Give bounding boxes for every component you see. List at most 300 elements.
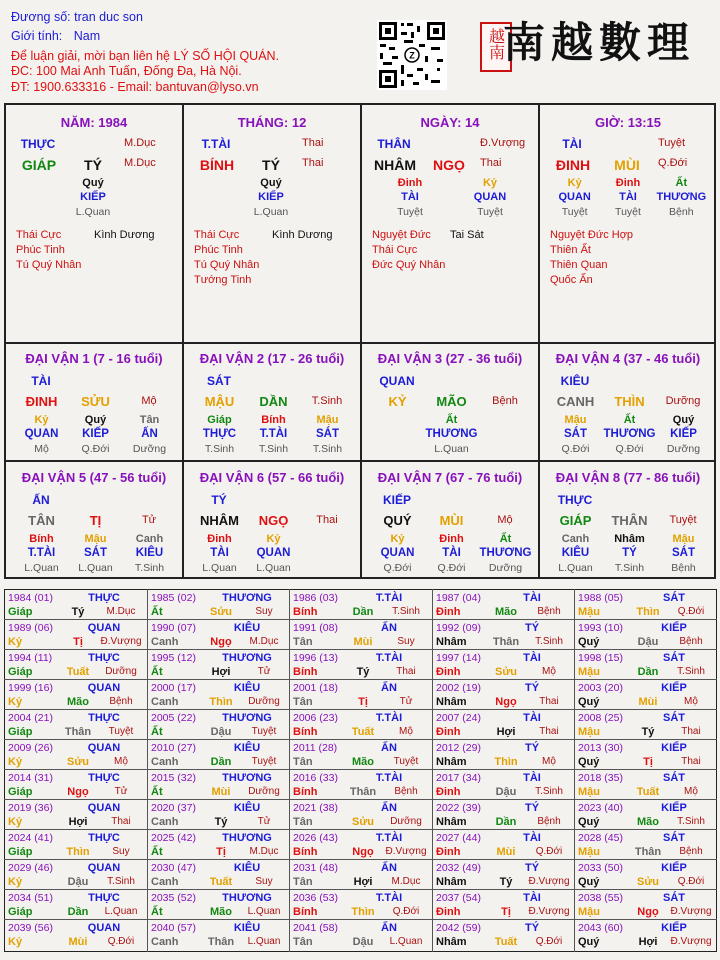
annual-stem: Canh <box>151 816 179 828</box>
annual-state: Mộ <box>542 666 556 677</box>
annual-branch: Dần <box>67 906 89 918</box>
annual-year: 1985 (02) <box>151 592 196 604</box>
annual-stem: Quý <box>578 816 600 828</box>
annual-ten-god: SÁT <box>663 652 685 664</box>
annual-state: L.Quan <box>247 936 281 947</box>
daivan-ten-god: KIẾP <box>382 493 411 507</box>
pillar-branch-state: M.Dục <box>124 157 156 169</box>
annual-state: T.Sinh <box>535 636 563 647</box>
contact-line: Để luận giải, mời bạn liên hệ LÝ SỐ HỘI QUÁN. <box>11 49 280 63</box>
hidden-stem: Quý <box>82 177 104 189</box>
annual-branch: Hợi <box>68 816 88 828</box>
annual-year: 2011 (28) <box>293 742 338 754</box>
annual-state: Suy <box>112 846 130 857</box>
annual-stem: Ất <box>151 846 163 858</box>
daivan-title: ĐẠI VẬN 3 (27 - 36 tuổi) <box>377 351 523 366</box>
annual-year: 2020 (37) <box>151 802 196 814</box>
daivan-hidden-state: L.Quan <box>202 562 237 574</box>
annual-ten-god: THƯƠNG <box>222 892 272 904</box>
daivan-hidden-state: L.Quan <box>24 562 59 574</box>
daivan-hidden-god: TÀI <box>210 547 229 559</box>
annual-state: Đ.Vượng <box>100 636 142 647</box>
daivan-hidden-god: SÁT <box>564 428 587 440</box>
annual-stem: Canh <box>151 936 179 948</box>
annual-branch: Dần <box>637 666 659 678</box>
chart-frame <box>4 103 716 579</box>
star-item: Phúc Tinh <box>194 244 243 256</box>
annual-ten-god: QUAN <box>87 742 121 754</box>
pillar-branch-state: Thai <box>302 157 324 169</box>
annual-ten-god: KIẾP <box>661 922 687 934</box>
annual-ten-god: QUAN <box>87 862 121 874</box>
annual-year: 2000 (17) <box>151 682 196 694</box>
annual-stem: Giáp <box>8 606 33 618</box>
daivan-hidden-god: THỰC <box>202 428 237 440</box>
annual-ten-god: TÀI <box>523 772 541 784</box>
daivan-hidden-god: QUAN <box>380 547 415 559</box>
daivan-hidden-stem: Kỷ <box>390 533 405 545</box>
annual-year: 2041 (58) <box>293 922 338 934</box>
annual-branch: Tý <box>641 726 655 738</box>
owner-name: tran duc son <box>74 10 143 24</box>
daivan-state: Thai <box>316 514 338 526</box>
annual-state: Thai <box>681 756 701 767</box>
annual-year: 2032 (49) <box>436 862 481 874</box>
annual-state: Mộ <box>542 756 556 767</box>
annual-branch: Thân <box>634 846 662 858</box>
annual-ten-god: T.TÀI <box>375 832 403 844</box>
annual-state: Bệnh <box>679 846 703 857</box>
annual-state: M.Dục <box>249 846 279 857</box>
annual-branch: Mão <box>352 756 374 768</box>
annual-stem: Bính <box>293 606 318 618</box>
star-right: Kình Dương <box>272 229 333 241</box>
star-item: Thiên Quan <box>550 259 608 271</box>
annual-state: Bệnh <box>109 696 133 707</box>
hidden-stem: Đinh <box>615 177 641 189</box>
annual-stem: Quý <box>578 696 600 708</box>
annual-year: 2024 (41) <box>8 832 53 844</box>
annual-state: Q.Đới <box>535 846 563 857</box>
annual-branch: Hợi <box>496 726 516 738</box>
annual-ten-god: ẤN <box>381 682 397 694</box>
star-item: Thái Cực <box>194 229 240 241</box>
daivan-stem: TÂN <box>28 513 55 528</box>
daivan-ten-god: THỰC <box>557 493 593 507</box>
annual-ten-god: QUAN <box>87 802 121 814</box>
annual-ten-god: KIẾP <box>661 742 687 754</box>
daivan-stem: KỶ <box>388 394 407 409</box>
daivan-hidden-state: T.Sinh <box>312 443 343 455</box>
daivan-hidden-god: ẤN <box>141 428 158 440</box>
hidden-ten-god: KIẾP <box>80 191 106 203</box>
daivan-hidden-stem: Ất <box>623 414 636 426</box>
annual-branch: Hợi <box>353 876 373 888</box>
annual-branch: Tị <box>643 756 653 768</box>
annual-ten-god: KIÊU <box>233 802 261 814</box>
daivan-ten-god: TÀI <box>31 374 51 388</box>
annual-ten-god: QUAN <box>87 682 121 694</box>
annual-year: 2043 (60) <box>578 922 623 934</box>
annual-ten-god: SÁT <box>663 712 685 724</box>
daivan-hidden-stem: Ất <box>499 533 512 545</box>
annual-stem: Đinh <box>436 786 461 798</box>
annual-ten-god: THƯƠNG <box>222 592 272 604</box>
annual-ten-god: TÝ <box>524 682 540 694</box>
annual-state: Dưỡng <box>248 786 280 797</box>
hidden-state: Tuyệt <box>397 206 423 218</box>
hidden-ten-god: TÀI <box>619 191 637 203</box>
daivan-hidden-state: Q.Đới <box>383 562 412 574</box>
annual-branch: Thìn <box>209 696 233 708</box>
qr-code-icon[interactable] <box>377 20 447 90</box>
annual-ten-god: TÀI <box>523 652 541 664</box>
annual-year: 2035 (52) <box>151 892 196 904</box>
annual-state: Bệnh <box>537 606 561 617</box>
annual-branch: Tý <box>356 666 370 678</box>
annual-year: 2031 (48) <box>293 862 338 874</box>
daivan-hidden-god: KIẾP <box>82 428 109 440</box>
annual-year: 2002 (19) <box>436 682 481 694</box>
annual-stem: Đinh <box>436 666 461 678</box>
annual-stem: Canh <box>151 636 179 648</box>
hidden-state: L.Quan <box>253 206 289 218</box>
daivan-ten-god: ẤN <box>32 493 50 507</box>
annual-ten-god: THƯƠNG <box>222 772 272 784</box>
annual-stem: Quý <box>578 936 600 948</box>
annual-ten-god: TÀI <box>523 592 541 604</box>
annual-state: Thai <box>539 726 559 737</box>
pillar-heavenly-stem: NHÂM <box>374 157 416 173</box>
star-item: Tướng Tinh <box>194 274 252 286</box>
annual-year: 1992 (09) <box>436 622 481 634</box>
daivan-hidden-god: THƯƠNG <box>479 547 532 559</box>
daivan-hidden-stem: Quý <box>672 414 695 426</box>
annual-ten-god: THỰC <box>88 892 120 904</box>
annual-year: 1988 (05) <box>578 592 623 604</box>
daivan-title: ĐẠI VẬN 8 (77 - 86 tuổi) <box>555 470 701 485</box>
annual-ten-god: KIẾP <box>661 622 687 634</box>
daivan-hidden-stem: Bính <box>261 414 286 426</box>
annual-state: Dưỡng <box>390 816 422 827</box>
annual-state: Dưỡng <box>105 666 137 677</box>
annual-year: 1998 (15) <box>578 652 623 664</box>
annual-stem: Canh <box>151 696 179 708</box>
daivan-hidden-stem: Kỷ <box>34 414 49 426</box>
phone-email-line[interactable]: ĐT: 1900.633316 - Email: bantuvan@lyso.vn <box>11 80 259 94</box>
annual-stem: Nhâm <box>436 756 467 768</box>
daivan-hidden-state: L.Quan <box>78 562 113 574</box>
daivan-branch: TỊ <box>89 513 102 528</box>
logo-text: 南越數理 <box>503 18 696 67</box>
daivan-hidden-state: L.Quan <box>256 562 291 574</box>
annual-year: 2009 (26) <box>8 742 53 754</box>
daivan-hidden-stem: Mậu <box>316 414 339 426</box>
annual-branch: Hợi <box>638 936 658 948</box>
annual-stem: Canh <box>151 756 179 768</box>
annual-year: 1984 (01) <box>8 592 53 604</box>
daivan-hidden-state: Q.Đới <box>615 443 644 455</box>
annual-branch: Mùi <box>353 636 373 648</box>
annual-state: T.Sinh <box>535 786 563 797</box>
daivan-title: ĐẠI VẬN 4 (37 - 46 tuổi) <box>555 351 701 366</box>
annual-branch: Thân <box>207 936 235 948</box>
annual-year: 2028 (45) <box>578 832 623 844</box>
annual-year: 2001 (18) <box>293 682 338 694</box>
daivan-hidden-stem: Mậu <box>84 533 107 545</box>
annual-branch: Dậu <box>637 636 659 648</box>
star-item: Tú Quý Nhân <box>194 259 260 271</box>
pillar-heavenly-stem: ĐINH <box>555 157 591 173</box>
annual-stem: Bính <box>293 846 318 858</box>
annual-branch: Dậu <box>67 876 89 888</box>
annual-ten-god: TÀI <box>523 712 541 724</box>
annual-ten-god: KIẾP <box>661 682 687 694</box>
annual-ten-god: QUAN <box>87 622 121 634</box>
annual-year: 2021 (38) <box>293 802 338 814</box>
daivan-hidden-stem: Canh <box>561 533 590 545</box>
annual-stem: Tân <box>293 816 313 828</box>
pillar-earthly-branch: TÝ <box>84 157 102 173</box>
annual-stem: Giáp <box>8 846 33 858</box>
annual-year: 2017 (34) <box>436 772 481 784</box>
daivan-hidden-state: T.Sinh <box>204 443 235 455</box>
annual-state: Đ.Vượng <box>385 846 427 857</box>
annual-stem: Canh <box>151 876 179 888</box>
annual-year: 2004 (21) <box>8 712 53 724</box>
annual-year: 2040 (57) <box>151 922 196 934</box>
annual-branch: Mùi <box>638 696 658 708</box>
daivan-hidden-god: T.TÀI <box>27 547 56 559</box>
annual-ten-god: THỰC <box>88 772 120 784</box>
pillar-ten-god: THỰC <box>20 137 56 151</box>
annual-state: T.Sinh <box>677 816 705 827</box>
star-item: Nguyệt Đức Hợp <box>550 229 634 241</box>
annual-state: Suy <box>397 636 415 647</box>
daivan-hidden-state: Q.Đới <box>81 443 110 455</box>
annual-year: 1986 (03) <box>293 592 338 604</box>
annual-state: L.Quan <box>247 906 281 917</box>
annual-stem: Nhâm <box>436 876 467 888</box>
annual-state: Mộ <box>684 696 698 707</box>
annual-ten-god: KIẾP <box>661 802 687 814</box>
annual-branch: Thìn <box>494 756 518 768</box>
annual-state: T.Sinh <box>107 876 135 887</box>
annual-stem: Kỷ <box>8 816 23 828</box>
daivan-state: Tuyệt <box>669 514 697 526</box>
daivan-title: ĐẠI VẬN 7 (67 - 76 tuổi) <box>377 470 523 485</box>
annual-year: 2012 (29) <box>436 742 481 754</box>
annual-ten-god: KIÊU <box>233 622 261 634</box>
annual-year: 1993 (10) <box>578 622 623 634</box>
annual-state: Đ.Vượng <box>528 906 570 917</box>
annual-stem: Đinh <box>436 726 461 738</box>
star-item: Thái Cực <box>16 229 62 241</box>
annual-branch: Tý <box>214 816 228 828</box>
annual-year: 2007 (24) <box>436 712 481 724</box>
annual-year: 1994 (11) <box>8 652 53 664</box>
annual-year: 2013 (30) <box>578 742 623 754</box>
hidden-stem: Quý <box>260 177 282 189</box>
annual-ten-god: KIÊU <box>233 922 261 934</box>
annual-state: M.Dục <box>391 876 421 887</box>
annual-ten-god: T.TÀI <box>375 592 403 604</box>
daivan-hidden-stem: Nhâm <box>614 533 645 545</box>
daivan-hidden-state: T.Sinh <box>614 562 645 574</box>
annual-year: 2014 (31) <box>8 772 53 784</box>
annual-state: Mộ <box>684 786 698 797</box>
annual-year: 2025 (42) <box>151 832 196 844</box>
daivan-title: ĐẠI VẬN 2 (17 - 26 tuổi) <box>199 351 345 366</box>
daivan-hidden-god: KIÊU <box>561 547 590 559</box>
daivan-state: Mộ <box>141 395 157 407</box>
annual-year: 2006 (23) <box>293 712 338 724</box>
daivan-branch: SỬU <box>81 394 110 409</box>
annual-state: Thai <box>396 666 416 677</box>
daivan-hidden-stem: Tân <box>139 414 160 426</box>
annual-branch: Mùi <box>211 786 231 798</box>
annual-stem: Nhâm <box>436 636 467 648</box>
annual-branch: Thìn <box>636 606 660 618</box>
annual-branch: Sửu <box>66 756 90 768</box>
annual-year: 2027 (44) <box>436 832 481 844</box>
pillar-heavenly-stem: BÍNH <box>199 157 235 173</box>
seal-text: 越南 <box>486 28 506 60</box>
annual-stem: Kỷ <box>8 696 23 708</box>
annual-stem: Tân <box>293 636 313 648</box>
annual-branch: Mùi <box>68 936 88 948</box>
annual-state: Q.Đới <box>535 936 563 947</box>
star-right: Kình Dương <box>94 229 155 241</box>
annual-ten-god: SÁT <box>663 892 685 904</box>
annual-state: Bệnh <box>537 816 561 827</box>
daivan-hidden-state: L.Quan <box>434 443 469 455</box>
annual-ten-god: TÝ <box>524 862 540 874</box>
daivan-ten-god: TÝ <box>211 493 227 507</box>
gender-label: Giới tính: <box>11 29 63 43</box>
daivan-title: ĐẠI VẬN 6 (57 - 66 tuổi) <box>199 470 345 485</box>
hidden-state: Bệnh <box>669 206 694 218</box>
annual-state: Đ.Vượng <box>670 936 712 947</box>
annual-state: Bệnh <box>394 786 418 797</box>
annual-year: 1997 (14) <box>436 652 481 664</box>
daivan-hidden-stem: Mậu <box>564 414 587 426</box>
annual-branch: Ngọ <box>495 696 517 708</box>
annual-year: 2003 (20) <box>578 682 623 694</box>
owner-label: Đương số: <box>11 10 71 24</box>
annual-year: 2005 (22) <box>151 712 196 724</box>
annual-branch: Ngọ <box>637 906 659 918</box>
annual-branch: Dậu <box>210 726 232 738</box>
annual-branch: Tị <box>358 696 368 708</box>
daivan-stem: QUÝ <box>383 513 412 528</box>
daivan-state: T.Sinh <box>311 395 343 407</box>
annual-branch: Tuất <box>351 726 375 738</box>
annual-ten-god: THỰC <box>88 712 120 724</box>
annual-ten-god: TÝ <box>524 622 540 634</box>
annual-state: Q.Đới <box>392 906 420 917</box>
annual-stem: Quý <box>578 756 600 768</box>
annual-state: Tử <box>257 666 271 677</box>
annual-year: 1989 (06) <box>8 622 53 634</box>
daivan-stem: ĐINH <box>25 394 58 409</box>
annual-state: Tuyệt <box>251 756 277 767</box>
annual-stem: Giáp <box>8 726 33 738</box>
daivan-stem: NHÂM <box>200 513 239 528</box>
annual-year: 2038 (55) <box>578 892 623 904</box>
annual-stem: Quý <box>578 636 600 648</box>
annual-year: 2008 (25) <box>578 712 623 724</box>
pillar-god-state: Đ.Vượng <box>480 137 526 149</box>
annual-stem: Tân <box>293 876 313 888</box>
annual-stem: Mậu <box>578 606 600 618</box>
daivan-hidden-god: SÁT <box>316 428 339 440</box>
annual-stem: Nhâm <box>436 936 467 948</box>
annual-year: 2016 (33) <box>293 772 338 784</box>
annual-stem: Giáp <box>8 906 33 918</box>
annual-state: Tử <box>399 696 413 707</box>
annual-ten-god: KIẾP <box>661 862 687 874</box>
annual-year: 2023 (40) <box>578 802 623 814</box>
hidden-state: Tuyệt <box>615 206 641 218</box>
annual-ten-god: KIÊU <box>233 682 261 694</box>
daivan-stem: MẬU <box>204 394 235 409</box>
annual-stem: Đinh <box>436 846 461 858</box>
annual-year: 2015 (32) <box>151 772 196 784</box>
star-item: Quốc Ấn <box>550 274 593 286</box>
annual-state: Tử <box>114 786 128 797</box>
annual-state: Đ.Vượng <box>528 876 570 887</box>
annual-branch: Dậu <box>495 786 517 798</box>
annual-state: Q.Đới <box>677 876 705 887</box>
annual-branch: Thìn <box>351 906 375 918</box>
daivan-hidden-god: KIẾP <box>670 428 697 440</box>
daivan-hidden-state: Mộ <box>34 443 49 455</box>
daivan-branch: MÃO <box>436 394 467 409</box>
annual-ten-god: THỰC <box>88 652 120 664</box>
daivan-hidden-god: QUAN <box>256 547 291 559</box>
annual-state: Bệnh <box>679 636 703 647</box>
pillar-title: THÁNG: 12 <box>237 115 307 130</box>
daivan-hidden-state: Q.Đới <box>561 443 590 455</box>
svg-text:Z: Z <box>409 50 415 61</box>
annual-stem: Kỷ <box>8 636 23 648</box>
hidden-state: Tuyệt <box>561 206 588 218</box>
annual-year: 1991 (08) <box>293 622 338 634</box>
annual-ten-god: ẤN <box>381 922 397 934</box>
annual-year: 1987 (04) <box>436 592 481 604</box>
daivan-ten-god: KIÊU <box>560 374 590 388</box>
annual-stem: Ất <box>151 786 163 798</box>
annual-state: Tuyệt <box>108 726 134 737</box>
annual-stem: Giáp <box>8 786 33 798</box>
annual-year: 2022 (39) <box>436 802 481 814</box>
annual-year: 1995 (12) <box>151 652 196 664</box>
daivan-hidden-god: TÝ <box>622 547 637 559</box>
annual-state: Suy <box>255 876 273 887</box>
annual-state: L.Quan <box>389 936 423 947</box>
annual-stem: Ất <box>151 906 163 918</box>
annual-state: Mộ <box>114 756 128 767</box>
col-divider-1 <box>182 105 184 577</box>
daivan-hidden-stem: Đinh <box>207 533 232 545</box>
daivan-branch: THÂN <box>611 513 648 528</box>
annual-ten-god: THƯƠNG <box>222 832 272 844</box>
annual-year: 2019 (36) <box>8 802 53 814</box>
daivan-state: Tử <box>141 514 157 526</box>
address-line: ĐC: 100 Mai Anh Tuấn, Đống Đa, Hà Nội. <box>11 64 242 78</box>
pillar-ten-god: THÂN <box>377 137 411 151</box>
